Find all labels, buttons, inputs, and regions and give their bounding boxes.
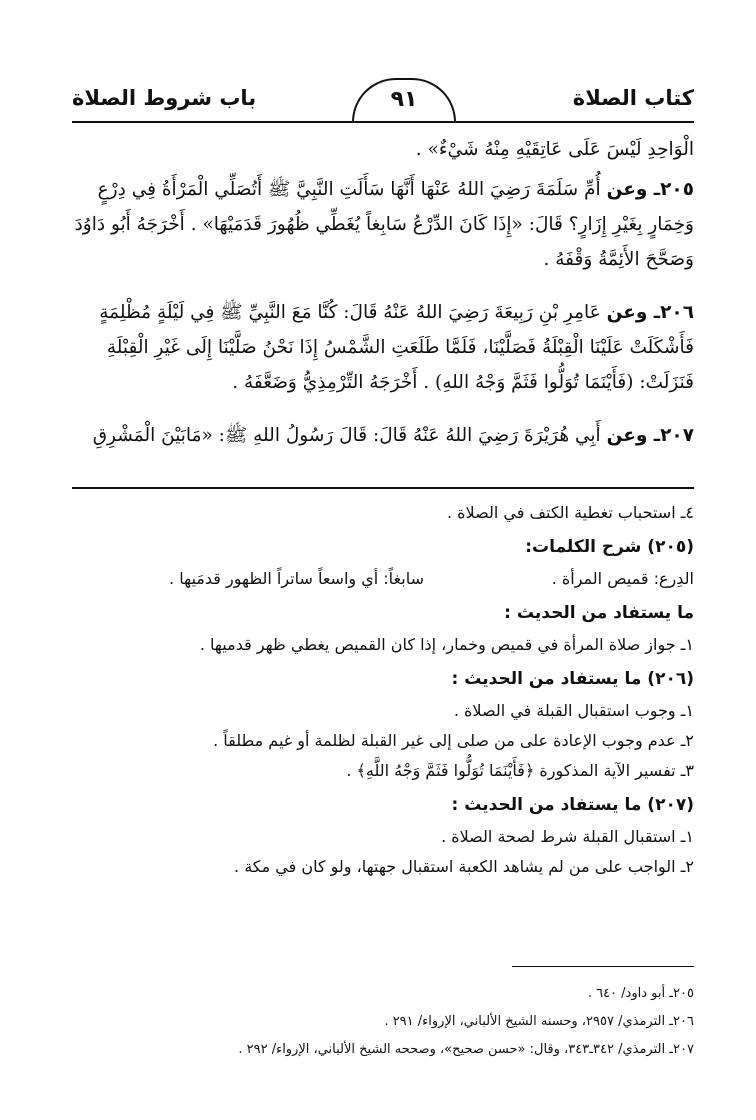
hadith-continuation <box>72 132 694 167</box>
definition: سابغاً: أي واسعاً ساتراً الظهور قدمَيها . <box>169 569 424 588</box>
hadith-text: عَامِرِ بْنِ رَبِيعَةَ رَضِيَ اللهُ عَنْهُ قَالَ: كُنَّا مَعَ النَّبِيِّ ﷺ فِي لَيْلَةٍ مُظْلِمَةٍ <box>99 302 601 323</box>
footnote-rule <box>512 966 694 967</box>
page-header <box>72 82 694 122</box>
footnote: ٢٠٥ـ أبو داود/ ٦٤٠ . <box>587 986 694 1001</box>
benefit-item: ٢ـ الواجب على من لم يشاهد الكعبة استقبال جهتها، ولو كان في مكة . <box>234 857 694 876</box>
section-title: (٢٠٧) ما يستفاد من الحديث : <box>451 795 694 815</box>
benefit-item: ٢ـ عدم وجوب الإعادة على من صلى إلى غير القبلة لظلمة أو غيم مطلقاً . <box>213 731 694 750</box>
section-title: (٢٠٦) ما يستفاد من الحديث : <box>451 669 694 689</box>
definitions-row <box>72 566 694 592</box>
hadith-number: ٢٠٧ـ وعن <box>606 425 694 446</box>
benefit-item: ٤ـ استحباب تغطية الكتف في الصلاة . <box>446 503 694 522</box>
commentary <box>72 500 694 880</box>
continuation-text: الْوَاحِدِ لَيْسَ عَلَى عَاتِقَيْهِ مِنْهُ شَيْءٌ» . <box>415 139 694 160</box>
hadith-205 <box>72 172 694 277</box>
hadith-text: أَبِي هُرَيْرَةَ رَضِيَ اللهُ عَنْهُ قَالَ: قَالَ رَسُولُ اللهِ ﷺ: «مَابَيْنَ الْمَشْرِقِ <box>92 425 601 446</box>
benefit-item: ١ـ جواز صلاة المرأة في قميص وخمار، إذا كان القميص يغطي ظهر قدميها . <box>199 635 694 654</box>
hadith-number: ٢٠٦ـ وعن <box>606 302 694 323</box>
benefit-item: ١ـ وجوب استقبال القبلة في الصلاة . <box>453 701 694 720</box>
hadith-number: ٢٠٥ـ وعن <box>606 179 694 200</box>
hadith-text: وَخِمَارٍ بِغَيْرِ إِزَارٍ؟ قَالَ: «إِذَا كَانَ الدِّرْعُ سَابِغاً يُغَطِّي ظُهُورَ قَدَمَيْهَا» . أَخْرَجَهُ أَبُو دَاوُدَ <box>74 214 694 235</box>
section-separator <box>72 487 694 489</box>
definition: الدِرع: قميص المرأة . <box>551 569 694 588</box>
hadith-206 <box>72 295 694 400</box>
chapter-title: باب شروط الصلاة <box>72 86 257 110</box>
section-title: ما يستفاد من الحديث : <box>504 603 694 623</box>
hadith-text: وَصَحَّحَ الأَئِمَّةُ وَقْفَهُ . <box>543 249 694 270</box>
hadith-text: أُمِّ سَلَمَةَ رَضِيَ اللهُ عَنْهَا أَنَّهَا سَأَلَتِ النَّبِيَّ ﷺ أَتُصَلِّي الْمَرْأَةُ فِي دِرْعٍ <box>97 179 601 200</box>
benefit-item: ٣ـ تفسير الآية المذكورة ﴿فَأَيْنَمَا تُوَلُّوا فَثَمَّ وَجْهُ اللَّهِ﴾ . <box>346 761 694 780</box>
footnote: ٢٠٧ـ الترمذي/ ٣٤٢ـ٣٤٣، وقال: «حسن صحيح»، وصححه الشيخ الألباني، الإرواء/ ٢٩٢ . <box>238 1042 694 1057</box>
hadith-text: فَأَشْكَلَتْ عَلَيْنَا الْقِبْلَةُ فَصَلَّيْنَا، فَلَمَّا طَلَعَتِ الشَّمْسُ إِذَا نَحْنُ صَلَّيْنَا إِلَى غَيْرِ الْقِبْلَةِ <box>106 337 694 358</box>
page-number: ٩١ <box>352 78 456 122</box>
section-title: (٢٠٥) شرح الكلمات: <box>525 537 694 557</box>
benefit-item: ١ـ استقبال القبلة شرط لصحة الصلاة . <box>441 827 694 846</box>
footnotes <box>72 980 694 1064</box>
book-title: كتاب الصلاة <box>572 86 694 110</box>
hadith-207 <box>72 418 694 453</box>
hadith-text: فَنَزَلَتْ: (فَأَيْنَمَا تُوَلُّوا فَثَمَّ وَجْهُ اللهِ) . أَخْرَجَهُ التِّرْمِذِيُّ وَضَعَّفَهُ . <box>232 372 694 393</box>
header-rule <box>72 121 694 123</box>
footnote: ٢٠٦ـ الترمذي/ ٢٩٥٧، وحسنه الشيخ الألباني، الإرواء/ ٢٩١ . <box>384 1014 694 1029</box>
